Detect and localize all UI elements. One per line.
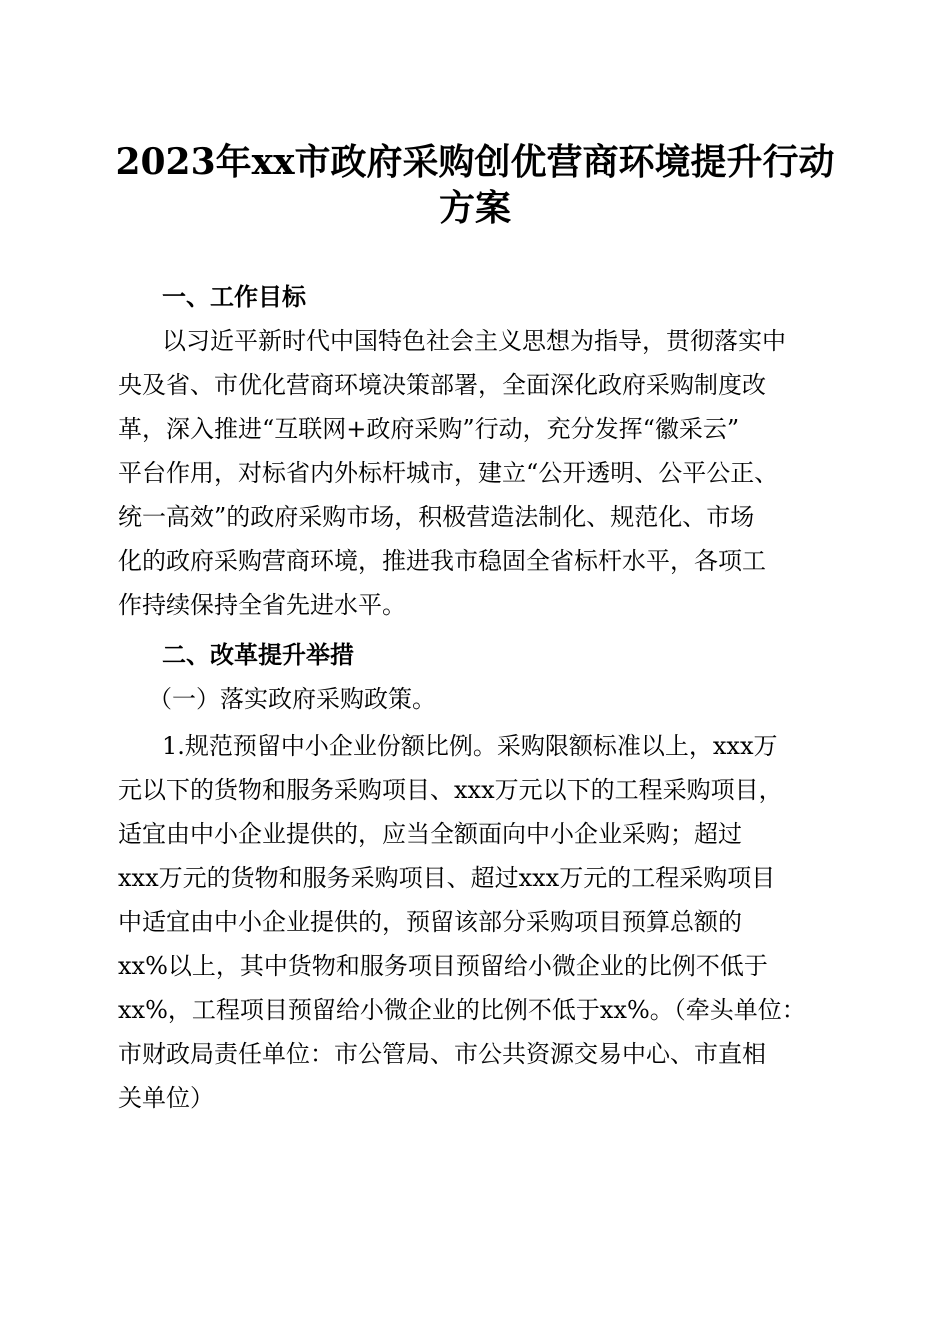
paragraph-line: 元以下的货物和服务采购项目、xxx万元以下的工程采购项目， <box>118 776 783 804</box>
paragraph-line: 平台作用，对标省内外标杆城市，建立“公开透明、公平公正、 <box>118 459 779 487</box>
paragraph-line: 市财政局责任单位：市公管局、市公共资源交易中心、市直相 <box>118 1040 766 1068</box>
paragraph-line: 统一高效”的政府采购市场，积极营造法制化、规范化、市场 <box>118 503 755 531</box>
paragraph-line: 化的政府采购营商环境，推进我市稳固全省标杆水平，各项工 <box>118 547 766 575</box>
section-heading-work-goals: 一、工作目标 <box>162 283 306 311</box>
document-title-line-1: 2023年xx市政府采购创优营商环境提升行动 <box>115 141 835 183</box>
paragraph-line: 作持续保持全省先进水平。 <box>118 591 406 619</box>
section-heading-reform-measures: 二、改革提升举措 <box>162 641 354 669</box>
paragraph-line: 中适宜由中小企业提供的，预留该部分采购项目预算总额的 <box>118 908 742 936</box>
document-title-line-2: 方案 <box>438 187 511 229</box>
paragraph-line: 央及省、市优化营商环境决策部署，全面深化政府采购制度改 <box>118 371 766 399</box>
paragraph-line: 关单位） <box>118 1084 214 1112</box>
paragraph-line: xx%，工程项目预留给小微企业的比例不低于xx%。（牵头单位： <box>118 996 806 1024</box>
paragraph-line: 以习近平新时代中国特色社会主义思想为指导，贯彻落实中 <box>162 327 786 355</box>
paragraph-line: 革，深入推进“互联网+政府采购”行动，充分发挥“徽采云” <box>118 415 740 443</box>
subsection-heading: （一）落实政府采购政策。 <box>148 685 436 713</box>
paragraph-line: xx%以上，其中货物和服务项目预留给小微企业的比例不低于 <box>118 952 768 980</box>
paragraph-line: 适宜由中小企业提供的，应当全额面向中小企业采购；超过 <box>118 820 742 848</box>
paragraph-line: 1.规范预留中小企业份额比例。采购限额标准以上，xxx万 <box>162 732 778 760</box>
paragraph-line: xxx万元的货物和服务采购项目、超过xxx万元的工程采购项目 <box>118 864 776 892</box>
